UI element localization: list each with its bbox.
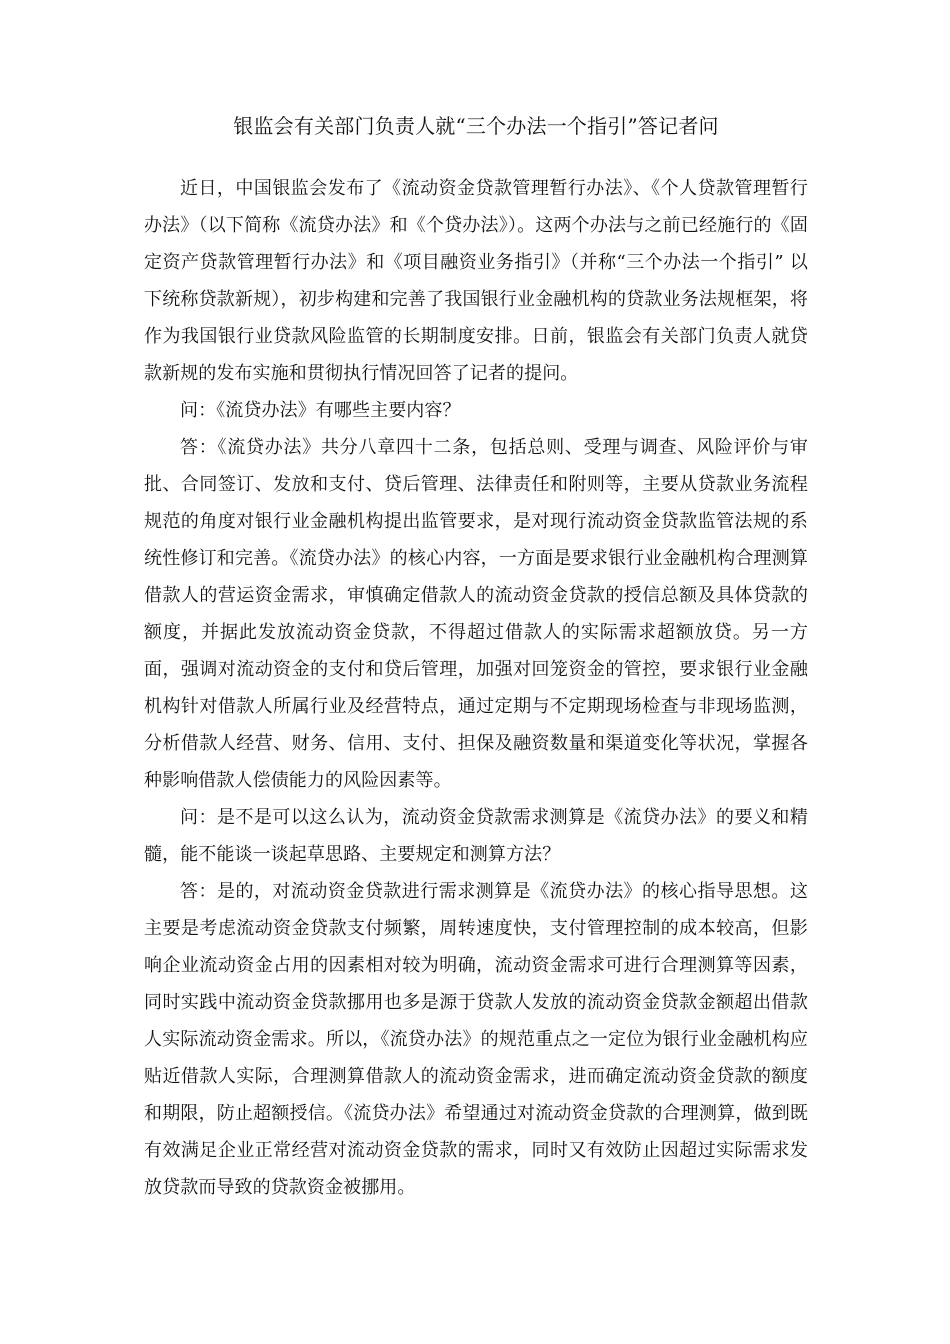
paragraph-question-2: 问：是不是可以这么认为，流动资金贷款需求测算是《流贷办法》的要义和精髓，能不能谈一谈起草思路、主要规定和测算方法？ — [144, 807, 808, 865]
paragraph-answer-1: 答：《流贷办法》共分八章四十二条，包括总则、受理与调查、风险评价与审批、合同签订、发放和支付、贷后管理、法律责任和附则等，主要从贷款业务流程规范的角度对银行业金融机构提出监管要求，是对现行流动资金贷款监管法规的系统性修订和完善。《流贷办法》的核心内容，一方面是要求银行业金融机构合理测算借款人的营运资金需求，审慎确定借款人的流动资金贷款的授信总额及具体贷款的额度，并据此发放流动资金贷款，不得超过借款人的实际需求超额放贷。另一方面，强调对流动资金的支付和贷后管理，加强对回笼资金的管控，要求银行业金融机构针对借款人所属行业及经营特点，通过定期与不定期现场检查与非现场监测，分析借款人经营、财务、信用、支付、担保及融资数量和渠道变化等状况，掌握各种影响借款人偿债能力的风险因素等。 — [144, 437, 808, 791]
paragraph-intro: 近日，中国银监会发布了《流动资金贷款管理暂行办法》、《个人贷款管理暂行办法》（以下简称《流贷办法》和《个贷办法》）。这两个办法与之前已经施行的《固定资产贷款管理暂行办法》和《项目融资业务指引》（并称“三个办法一个指引” 以下统称贷款新规），初步构建和完善了我国银行业金融机构的贷款业务法规框架，将作为我国银行业贷款风险监管的长期制度安排。日前，银监会有关部门负责人就贷款新规的发布实施和贯彻执行情况回答了记者的提问。 — [144, 178, 808, 384]
paragraph-question-1: 问：《流贷办法》有哪些主要内容？ — [180, 400, 461, 421]
document-title: 银监会有关部门负责人就“三个办法一个指引”答记者问 — [233, 114, 719, 138]
paragraph-answer-2: 答：是的，对流动资金贷款进行需求测算是《流贷办法》的核心指导思想。这主要是考虑流动资金贷款支付频繁，周转速度快，支付管理控制的成本较高，但影响企业流动资金占用的因素相对较为明确，流动资金需求可进行合理测算等因素，同时实践中流动资金贷款挪用也多是源于贷款人发放的流动资金贷款金额超出借款人实际流动资金需求。所以，《流贷办法》的规范重点之一定位为银行业金融机构应贴近借款人实际，合理测算借款人的流动资金需求，进而确定流动资金贷款的额度和期限，防止超额授信。《流贷办法》希望通过对流动资金贷款的合理测算，做到既有效满足企业正常经营对流动资金贷款的需求，同时又有效防止因超过实际需求发放贷款而导致的贷款资金被挪用。 — [144, 881, 808, 1198]
document-page — [144, 110, 808, 1206]
